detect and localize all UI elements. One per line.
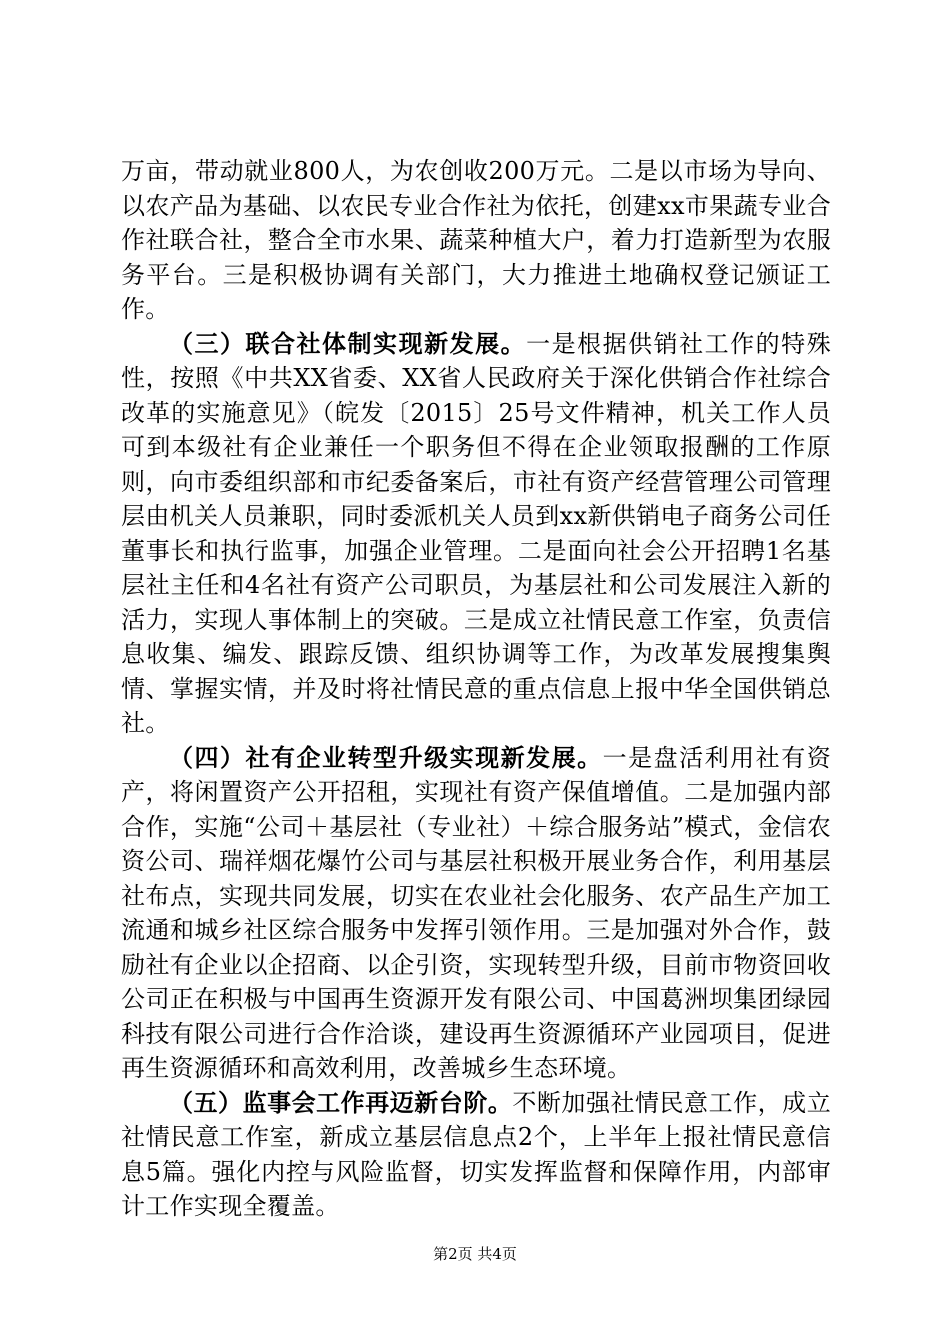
paragraph-continuation [121,154,831,327]
document-body [121,154,831,1224]
page-footer [0,1244,950,1264]
paragraph-section-5 [121,1086,831,1224]
paragraph-text: 一是根据供销社工作的特殊性，按照《中共XX省委、XX省人民政府关于深化供销合作社综合改革的实施意见》（皖发〔2015〕25号文件精神，机关工作人员可到本级社有企业兼任一个职务但不得在企业领取报酬的工作原则，向市委组织部和市纪委备案后，市社有资产经营管理公司管理层由机关人员兼职，同时委派机关人员到xx新供销电子商务公司任董事长和执行监事，加强企业管理。二是面向社会公开招聘1名基层社主任和4名社有资产公司职员，为基层社和公司发展注入新的活力，实现人事体制上的突破。三是成立社情民意工作室，负责信息收集、编发、跟踪反馈、组织协调等工作，为改革发展搜集舆情、掌握实情，并及时将社情民意的重点信息上报中华全国供销总社。 [121,329,831,737]
paragraph-section-3 [121,327,831,741]
section-heading: （五）监事会工作再迈新台阶。 [169,1087,513,1117]
paragraph-text: 万亩，带动就业800人，为农创收200万元。二是以市场为导向、以农产品为基础、以农民专业合作社为依托，创建xx市果蔬专业合作社联合社，整合全市水果、蔬菜种植大户，着力打造新型为农服务平台。三是积极协调有关部门，大力推进土地确权登记颁证工作。 [121,157,831,323]
section-heading: （三）联合社体制实现新发展。 [169,328,527,358]
page-number: 第2页 共4页 [433,1245,517,1263]
paragraph-section-4 [121,741,831,1086]
section-heading: （四）社有企业转型升级实现新发展。 [169,742,603,772]
paragraph-text: 一是盘活利用社有资产，将闲置资产公开招租，实现社有资产保值增值。二是加强内部合作，实施“公司＋基层社（专业社）＋综合服务站”模式，金信农资公司、瑞祥烟花爆竹公司与基层社积极开展业务合作，利用基层社布点，实现共同发展，切实在农业社会化服务、农产品生产加工流通和城乡社区综合服务中发挥引领作用。三是加强对外合作，鼓励社有企业以企招商、以企引资，实现转型升级，目前市物资回收公司正在积极与中国再生资源开发有限公司、中国葛洲坝集团绿园科技有限公司进行合作洽谈，建设再生资源循环产业园项目，促进再生资源循环和高效利用，改善城乡生态环境。 [121,743,832,1082]
paragraph-text: 不断加强社情民意工作，成立社情民意工作室，新成立基层信息点2个，上半年上报社情民意信息5篇。强化内控与风险监督，切实发挥监督和保障作用，内部审计工作实现全覆盖。 [121,1088,831,1220]
